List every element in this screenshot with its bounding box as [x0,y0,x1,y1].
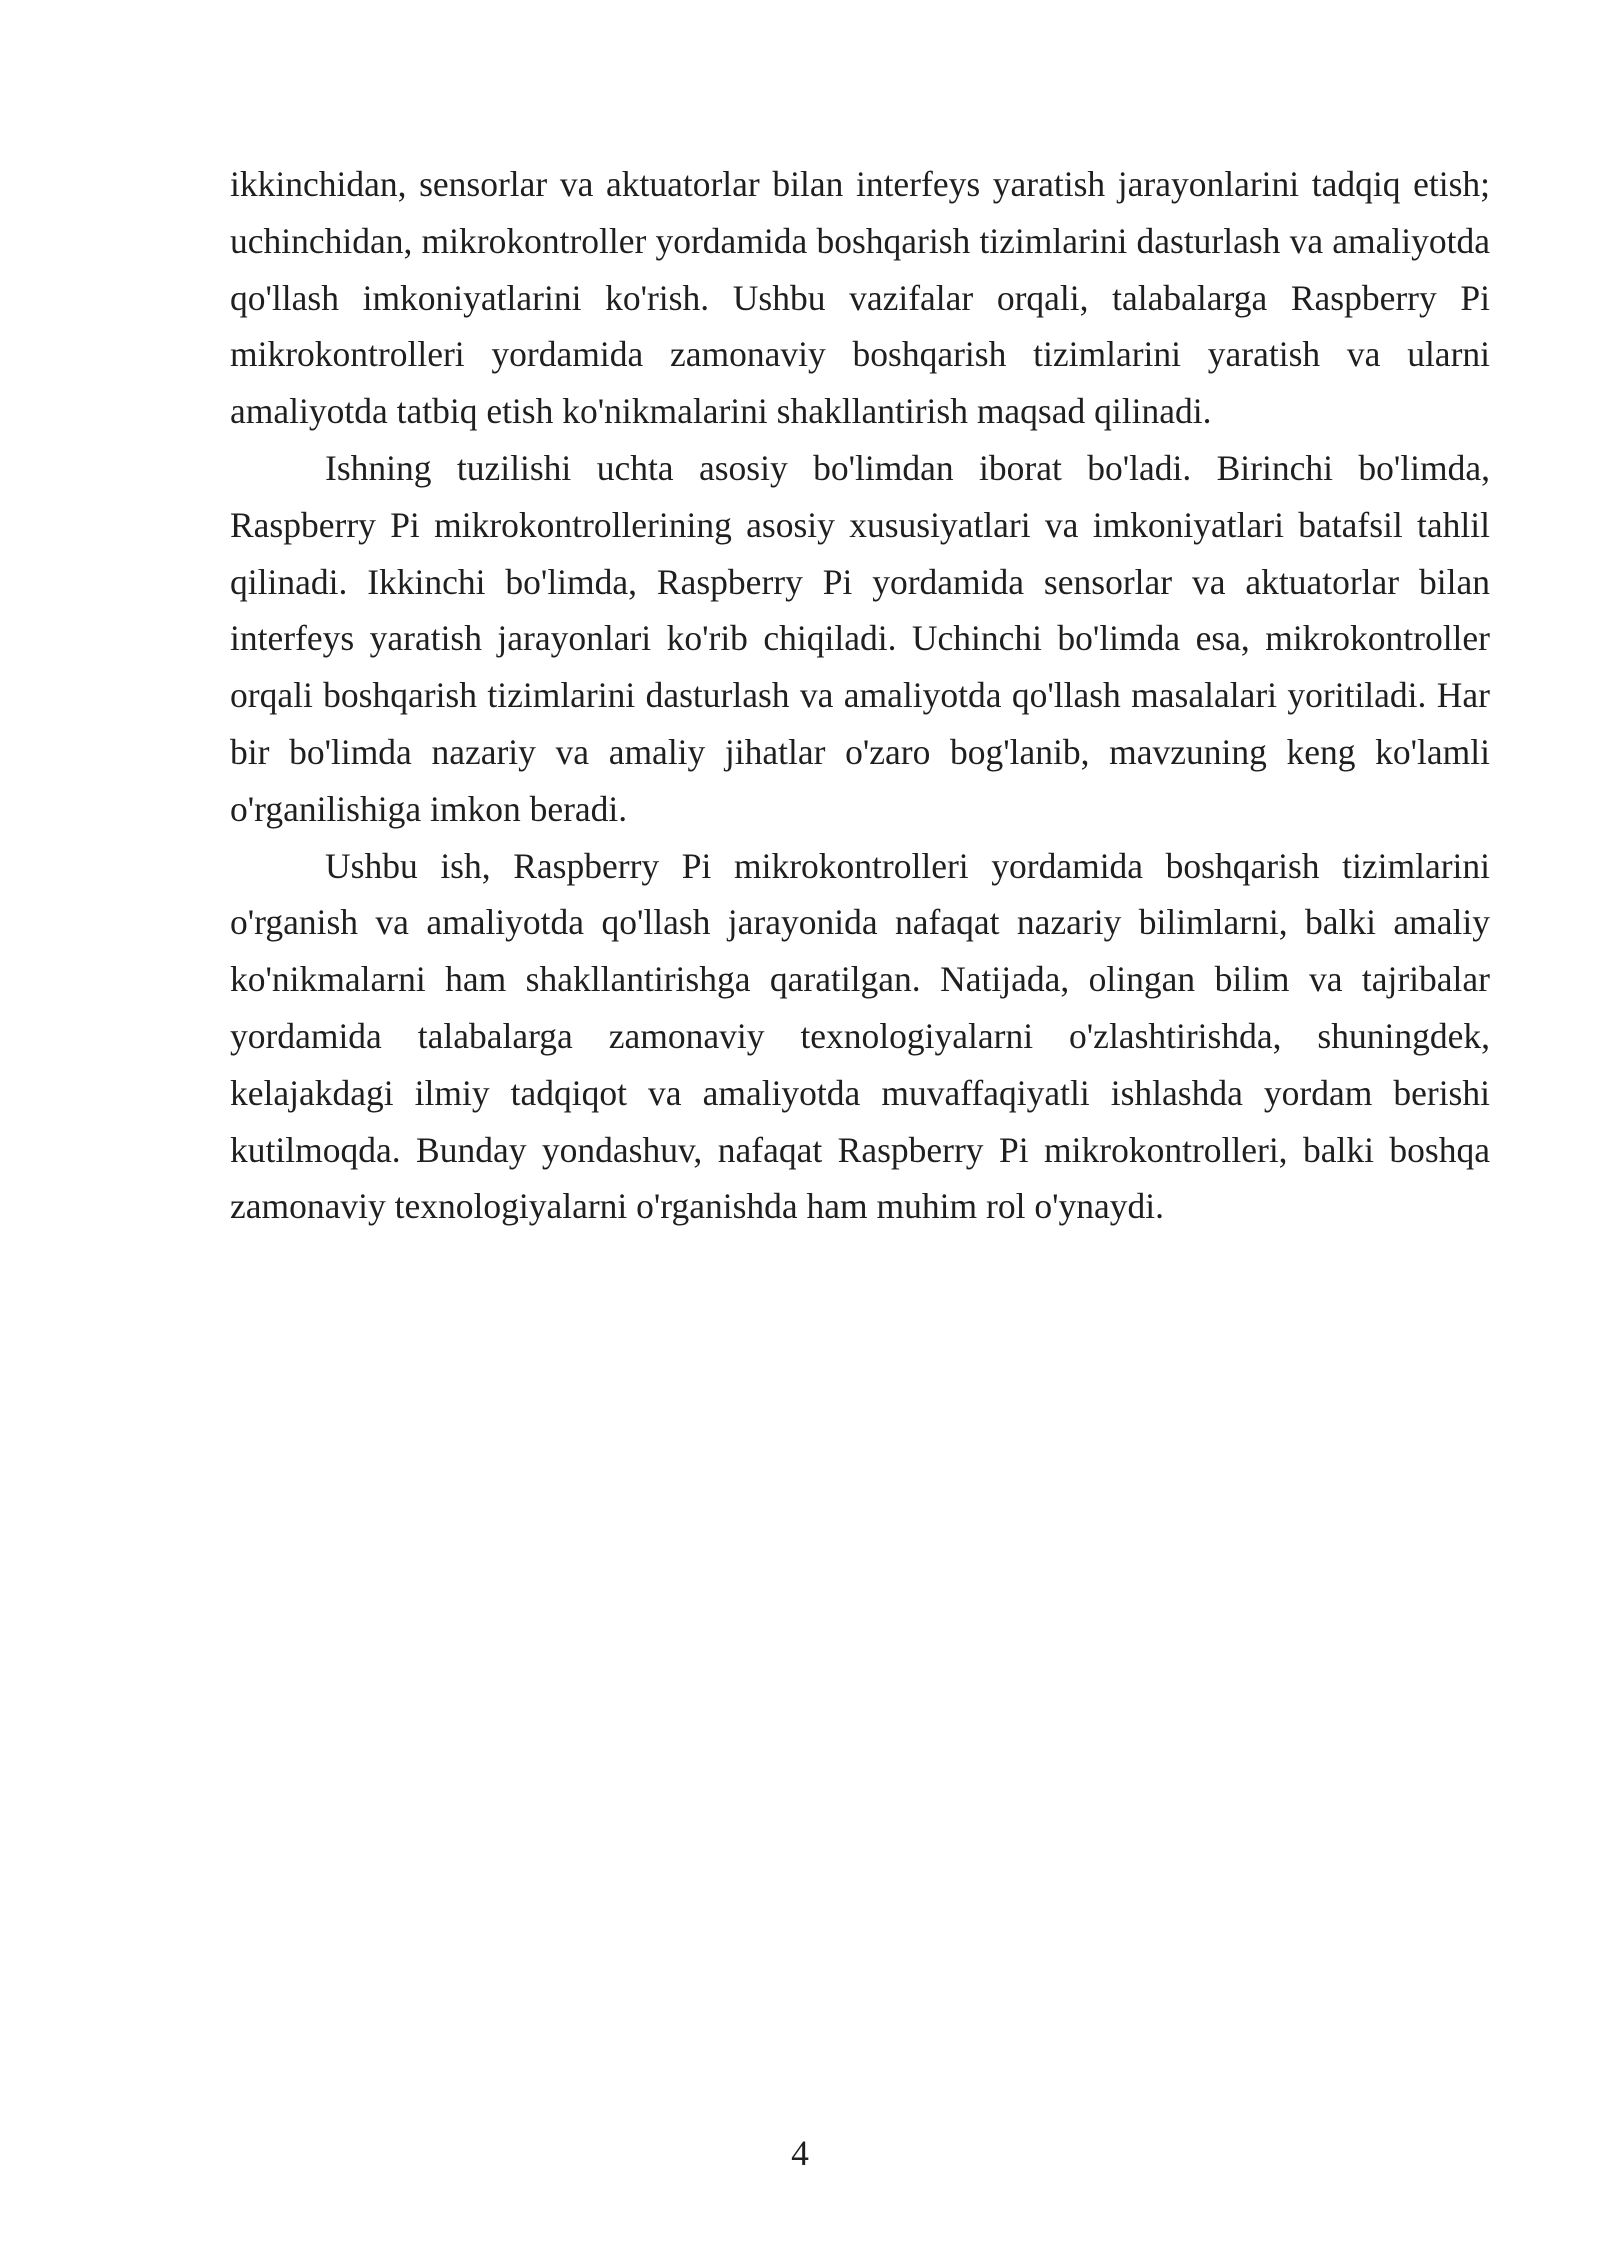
paragraph-continuation: ikkinchidan, sensorlar va aktuatorlar bilan interfeys yaratish jarayonlarini tadqiq etish; uchinchidan, mikrokontroller yordamida boshqarish tizimlarini dasturlash va amaliyotda qo'llash imkoniyatlarini ko'rish. Ushbu vazifalar orqali, talabalarga Raspberry Pi mikrokontrolleri yordamida zamonaviy boshqarish tizimlarini yaratish va ularni amaliyotda tatbiq etish ko'nikmalarini shakllantirish maqsad qilinadi. [230,164,1490,432]
page-number: 4 [791,2133,809,2173]
page-body [230,156,1490,1235]
paragraph-conclusion: Ushbu ish, Raspberry Pi mikrokontrolleri yordamida boshqarish tizimlarini o'rganish va amaliyotda qo'llash jarayonida nafaqat nazariy bilimlarni, balki amaliy ko'nikmalarni ham shakllantirishga qaratilgan. Natijada, olingan bilim va tajribalar yordamida talabalarga zamonaviy texnologiyalarni o'zlashtirishda, shuningdek, kelajakdagi ilmiy tadqiqot va amaliyotda muvaffaqiyatli ishlashda yordam berishi kutilmoqda. Bunday yondashuv, nafaqat Raspberry Pi mikrokontrolleri, balki boshqa zamonaviy texnologiyalarni o'rganishda ham muhim rol o'ynaydi. [230,845,1490,1227]
paragraph-structure: Ishning tuzilishi uchta asosiy bo'limdan iborat bo'ladi. Birinchi bo'limda, Raspberry Pi mikrokontrollerining asosiy xususiyatlari va imkoniyatlari batafsil tahlil qilinadi. Ikkinchi bo'limda, Raspberry Pi yordamida sensorlar va aktuatorlar bilan interfeys yaratish jarayonlari ko'rib chiqiladi. Uchinchi bo'limda esa, mikrokontroller orqali boshqarish tizimlarini dasturlash va amaliyotda qo'llash masalalari yoritiladi. Har bir bo'limda nazariy va amaliy jihatlar o'zaro bog'lanib, mavzuning keng ko'lamli o'rganilishiga imkon beradi. [230,447,1490,829]
